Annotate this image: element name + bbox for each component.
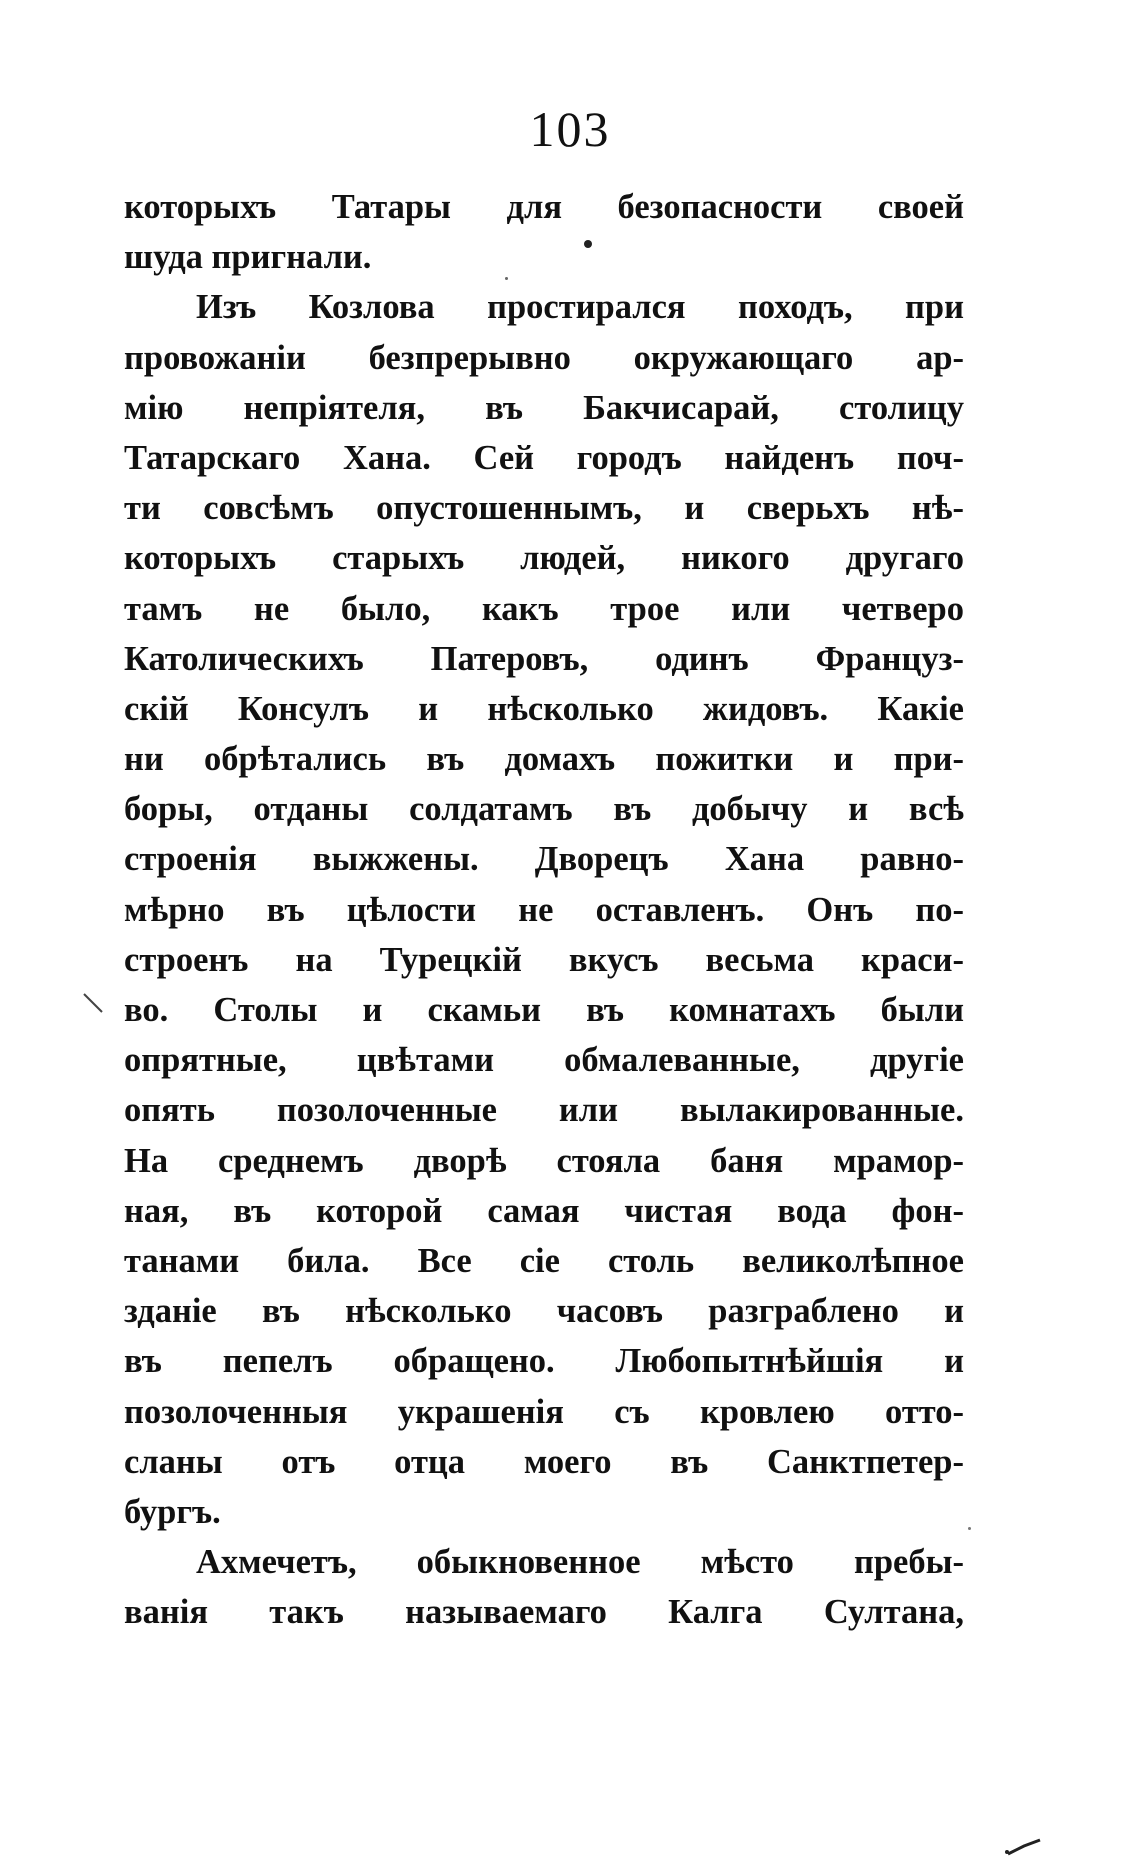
ink-speck bbox=[968, 1527, 971, 1530]
ink-speck bbox=[584, 240, 592, 248]
text-line: опрятные, цвѣтами обмалеванные, другiе bbox=[124, 1041, 964, 1080]
text-line: Католическихъ Патеровъ, одинъ Француз- bbox=[124, 639, 964, 678]
text-line: сланы отъ отца моего въ Санктпетер- bbox=[124, 1442, 964, 1481]
text-line: шуда пригнали. bbox=[124, 238, 372, 277]
text-line: На среднемъ дворѣ стояла баня мрамор- bbox=[124, 1141, 964, 1180]
body-text bbox=[124, 182, 964, 1637]
text-line: въ пепелъ обращено. Любопытнѣйшiя и bbox=[124, 1342, 964, 1381]
text-line: бургъ. bbox=[124, 1492, 221, 1531]
text-line: строенiя выжжены. Дворецъ Хана равно- bbox=[124, 840, 964, 879]
page-number: 103 bbox=[529, 101, 611, 157]
ink-speck bbox=[505, 277, 508, 280]
text-line: ная, въ которой самая чистая вода фон- bbox=[124, 1191, 964, 1230]
text-line: мiю непрiятеля, въ Бакчисарай, столицу bbox=[124, 388, 964, 427]
text-line: танами била. Все сiе столь великолѣпное bbox=[124, 1241, 964, 1280]
stray-mark-icon bbox=[80, 990, 110, 1020]
text-line: зданiе въ нѣсколько часовъ разграблено и bbox=[124, 1292, 964, 1331]
text-line: которыхъ старыхъ людей, никого другаго bbox=[124, 539, 964, 578]
text-line: боры, отданы солдатамъ въ добычу и всѣ bbox=[124, 790, 964, 829]
text-line: Изъ Козлова простирался походъ, при bbox=[196, 288, 964, 327]
text-line: опять позолоченные или вылакированные. bbox=[124, 1091, 964, 1130]
text-line: ти совсѣмъ опустошеннымъ, и сверьхъ нѣ- bbox=[124, 489, 964, 528]
text-line: Ахмечетъ, обыкновенное мѣсто пребы- bbox=[196, 1543, 964, 1582]
text-line: которыхъ Татары для безопасности своей bbox=[124, 188, 964, 226]
text-line: мѣрно въ цѣлости не оставленъ. Онъ по- bbox=[124, 890, 964, 929]
text-line: во. Столы и скамьи въ комнатахъ были bbox=[124, 991, 964, 1029]
text-line: Татарскаго Хана. Сей городъ найденъ поч- bbox=[124, 438, 964, 477]
text-line: ванiя такъ называемаго Калга Султана, bbox=[124, 1593, 964, 1632]
stray-mark-icon bbox=[1006, 1838, 1046, 1858]
text-line: тамъ не было, какъ трое или четверо bbox=[124, 589, 964, 628]
text-line: ни обрѣтались въ домахъ пожитки и при- bbox=[124, 740, 964, 779]
text-line: строенъ на Турецкiй вкусъ весьма краси- bbox=[124, 940, 964, 979]
text-line: позолоченныя украшенiя съ кровлею отто- bbox=[124, 1392, 964, 1431]
text-line: скiй Консулъ и нѣсколько жидовъ. Какiе bbox=[124, 689, 964, 728]
text-line: провожанiи безпрерывно окружающаго ар- bbox=[124, 338, 964, 377]
